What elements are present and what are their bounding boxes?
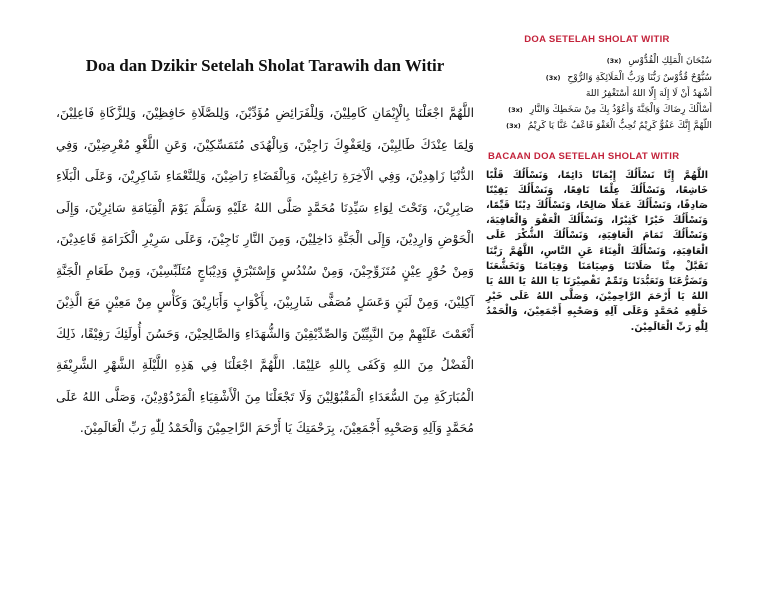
dzikir-count: (3x) — [606, 57, 622, 65]
dzikir-text: سُبُّوْحٌ قُدُّوْسٌ رَبُّنَا وَرَبُّ الْمَلَائِكَةِ وَالرُّوْحِ — [567, 71, 712, 83]
doa-witir-heading: DOA SETELAH SHOLAT WITIR — [524, 34, 670, 45]
dzikir-text: أَشْهَدُ أَنْ لَا إِلَهَ إِلَّا اللهُ أَسْتَغْفِرُ اللهَ — [585, 88, 712, 99]
dzikir-line — [482, 118, 712, 135]
witir-section — [482, 34, 712, 335]
dzikir-text: أَسْأَلُكَ رِضَاكَ وَالْجَنَّةَ وَأَعُوْذُ بِكَ مِنْ سَخَطِكَ وَالنَّارِ — [529, 103, 712, 115]
dzikir-line — [482, 102, 712, 119]
dzikir-count: (3x) — [508, 105, 523, 114]
page-title: Doa dan Dzikir Setelah Sholat Tarawih dan Witir — [85, 56, 445, 75]
bacaan-witir-heading: BACAAN DOA SETELAH SHOLAT WITIR — [488, 150, 680, 162]
doa-tarawih-section — [56, 48, 474, 445]
dzikir-line — [482, 86, 712, 102]
doa-tarawih-text: اللَّهُمَّ اجْعَلْنَا بِالْإِيْمَانِ كَامِلِيْنَ، وَلِلْفَرَائِضِ مُؤَدِّيْنَ، وَلِلصَّلَاةِ حَافِظِيْنَ، وَلِلزَّكَاةِ فَاعِلِيْنَ، وَلِمَا عِنْدَكَ طَالِبِيْنَ، وَلِعَفْوِكَ رَاجِيْنَ، وَبِالْهُدَى مُتَمَسِّكِيْنَ، وَعَنِ اللَّغْوِ مُعْرِضِيْنَ، وَفِي الدُّنْيَا زَاهِدِيْنَ، وَفِي الْآخِرَةِ رَاغِبِيْنَ، وَبِالْقَضَاءِ رَاضِيْنَ، وَلِلنَّعْمَاءِ شَاكِرِيْنَ، وَعَلَى الْبَلَاءِ صَابِرِيْنَ، وَتَحْتَ لِوَاءِ سَيِّدِنَا مُحَمَّدٍ صَلَّى اللهُ عَلَيْهِ وَسَلَّمَ يَوْمَ الْقِيَامَةِ سَائِرِيْنَ، وَإِلَى الْحَوْضِ وَارِدِيْنَ، وَإِلَى الْجَنَّةِ دَاخِلِيْنَ، وَمِنَ النَّارِ نَاجِيْنَ، وَعَلَى سَرِيْرِ الْكَرَامَةِ قَاعِدِيْنَ، وَمِنْ حُوْرٍ عِيْنٍ مُتَزَوِّجِيْنَ، وَمِنْ سُنْدُسٍ وَإِسْتَبْرَقٍ وَدِيْبَاجٍ مُتَلَبِّسِيْنَ، وَمِنْ طَعَامِ الْجَنَّةِ آكِلِيْنَ، وَمِنْ لَبَنٍ وَعَسَلٍ مُصَفًّى شَارِبِيْنَ، بِأَكْوَابٍ وَأَبَارِيْقَ وَكَأْسٍ مِنْ مَعِيْنٍ مَعَ الَّذِيْنَ أَنْعَمْتَ عَلَيْهِمْ مِنَ النَّبِيِّيْنَ وَالصِّدِّيْقِيْنَ وَالشُّهَدَاءِ وَالصَّالِحِيْنَ، وَحَسُنَ أُولَئِكَ رَفِيْقًا، ذَلِكَ الْفَضْلُ مِنَ اللهِ وَكَفَى بِاللهِ عَلِيْمًا. اللَّهُمَّ اجْعَلْنَا فِي هَذِهِ اللَّيْلَةِ الشَّهْرِ الشَّرِيْفَةِ الْمُبَارَكَةِ مِنَ السُّعَدَاءِ الْمَقْبُوْلِيْنَ وَلَا تَجْعَلْنَا مِنَ الْأَشْقِيَاءِ الْمَرْدُوْدِيْنَ، وَصَلَّى اللهُ عَلَى مُحَمَّدٍ وَآلِهِ وَصَحْبِهِ أَجْمَعِيْنَ، بِرَحْمَتِكَ يَا أَرْحَمَ الرَّاحِمِيْنَ وَالْحَمْدُ لِلّٰهِ رَبِّ الْعَالَمِيْنَ. — [56, 106, 474, 435]
dzikir-text: اللَّهُمَّ إِنَّكَ عَفُوٌّ كَرِيْمٌ تُحِبُّ الْعَفْوَ فَاعْفُ عَنَّا يَا كَرِيْمُ — [527, 120, 712, 131]
dzikir-text: سُبْحَانَ الْمَلِكِ الْقُدُّوْسِ — [628, 55, 712, 66]
bacaan-witir-text: اللَّهُمَّ إِنَّا نَسْأَلُكَ إِيْمَانًا دَائِمًا، وَنَسْأَلُكَ قَلْبًا خَاشِعًا، وَنَسْأَلُكَ عِلْمًا نَافِعًا، وَنَسْأَلُكَ يَقِيْنًا صَادِقًا، وَنَسْأَلُكَ عَمَلًا صَالِحًا، وَنَسْأَلُكَ دِيْنًا قَيِّمًا، وَنَسْأَلُكَ خَيْرًا كَثِيْرًا، وَنَسْأَلُكَ الْعَفْوَ وَالْعَافِيَةَ، وَنَسْأَلُكَ تَمَامَ الْعَافِيَةِ، وَنَسْأَلُكَ الشُّكْرَ عَلَى الْعَافِيَةِ، وَنَسْأَلُكَ الْغِنَاءَ عَنِ النَّاسِ، اللَّهُمَّ رَبَّنَا تَقَبَّلْ مِنَّا صَلَاتَنَا وَصِيَامَنَا وَقِيَامَنَا وَتَخَشُّعَنَا وَتَضَرُّعَنَا وَتَعَبُّدَنَا وَتَمِّمْ تَقْصِيْرَنَا يَا اللهُ يَا اللهُ يَا اللهُ يَا أَرْحَمَ الرَّاحِمِيْنَ، وَصَلَّى اللهُ عَلَى خَيْرِ خَلْقِهِ مُحَمَّدٍ وَعَلَى آلِهِ وَصَحْبِهِ أَجْمَعِيْنَ، وَالْحَمْدُ لِلّٰهِ رَبِّ الْعَالَمِيْنَ. — [486, 169, 708, 333]
dzikir-list — [482, 53, 712, 135]
dzikir-count: (3x) — [506, 122, 521, 130]
dzikir-count: (3x) — [545, 73, 561, 82]
dzikir-line — [482, 53, 712, 70]
dzikir-line — [482, 70, 712, 87]
